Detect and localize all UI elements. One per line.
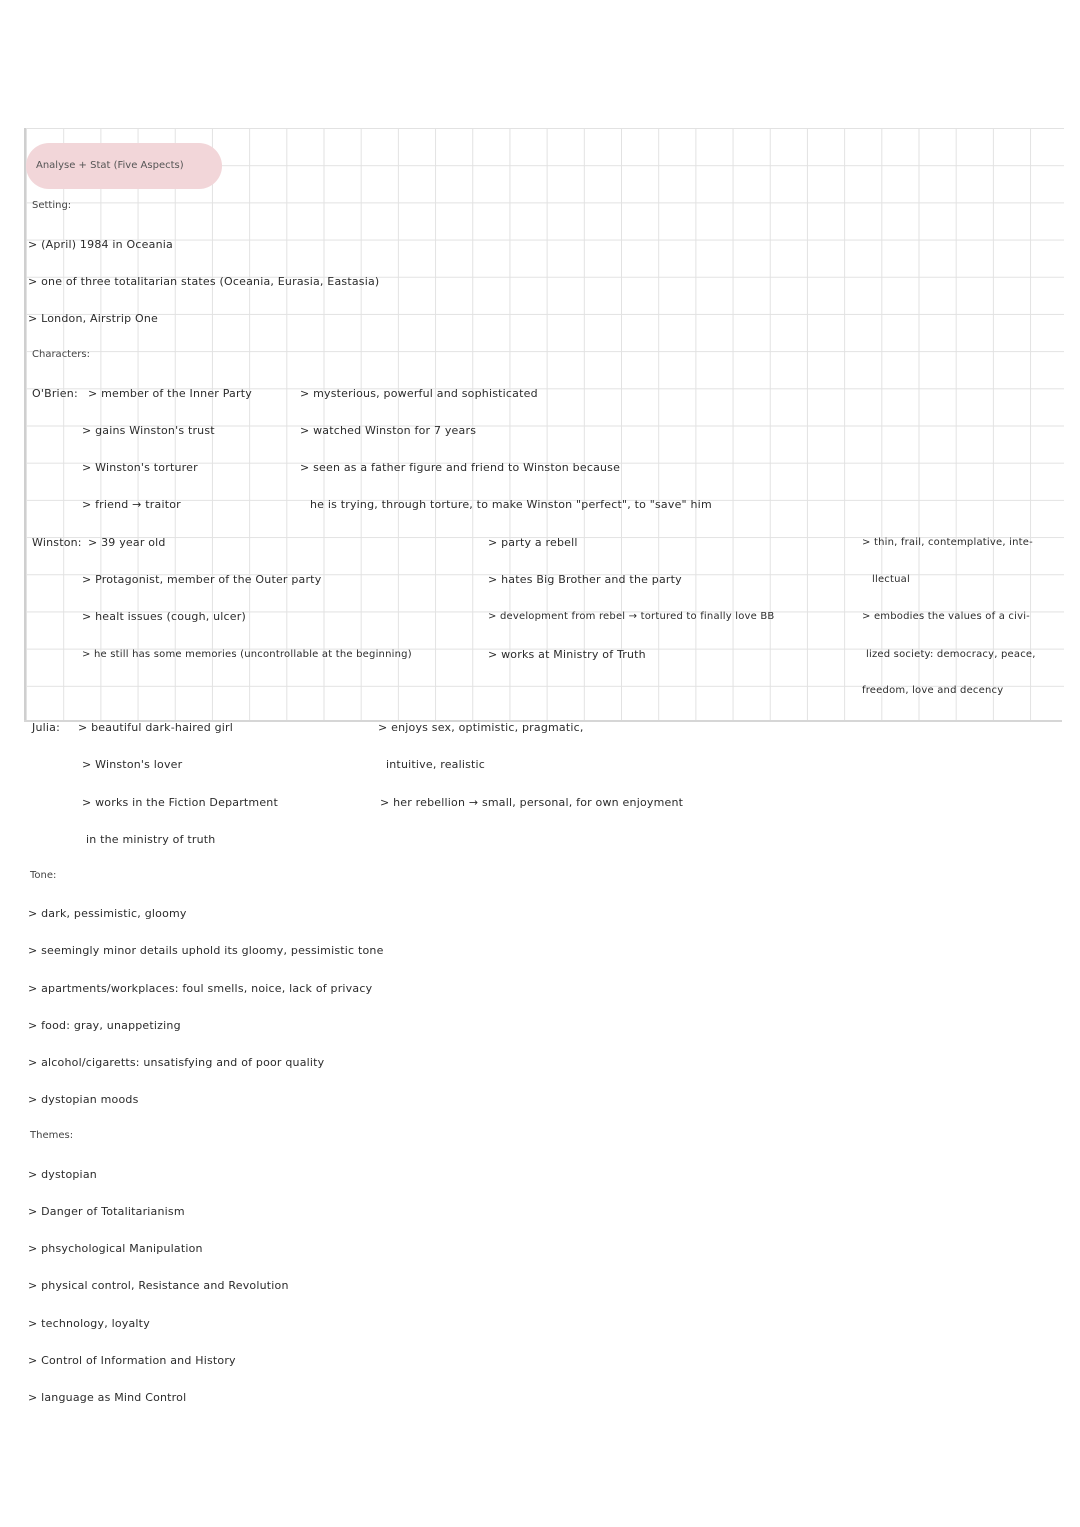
themes-line: > technology, loyalty — [28, 1317, 150, 1330]
julia-left-line: > beautiful dark-haired girl — [78, 721, 234, 734]
tone-line: > apartments/workplaces: foul smells, noice, lack of privacy — [28, 982, 373, 995]
obrien-left-line: > friend → traitor — [82, 498, 181, 511]
winston-mid-line: > hates Big Brother and the party — [488, 573, 682, 586]
obrien-right-line: he is trying, through torture, to make Winston "perfect", to "save" him — [310, 498, 712, 511]
themes-line: > Control of Information and History — [28, 1354, 236, 1367]
julia-left-line: > Winston's lover — [82, 758, 183, 771]
setting-line: > London, Airstrip One — [28, 312, 159, 325]
winston-right-line: lized society: democracy, peace, — [866, 649, 1036, 660]
page-title: Analyse + Stat (Five Aspects) — [36, 160, 184, 171]
tone-line: > dark, pessimistic, gloomy — [28, 907, 187, 920]
winston-right-line: freedom, love and decency — [862, 685, 1004, 696]
winston-mid-line: > development from rebel → tortured to finally love BB — [488, 611, 775, 622]
setting-line: > (April) 1984 in Oceania — [28, 238, 173, 251]
julia-left-line: in the ministry of truth — [86, 833, 216, 846]
winston-left-line: > 39 year old — [88, 536, 166, 549]
tone-line: > dystopian moods — [28, 1093, 139, 1106]
tone-line: > alcohol/cigaretts: unsatisfying and of poor quality — [28, 1056, 325, 1069]
winston-mid-line: > works at Ministry of Truth — [488, 648, 646, 661]
tone-heading: Tone: — [30, 870, 57, 881]
obrien-left-line: > member of the Inner Party — [88, 387, 252, 400]
themes-line: > phsychological Manipulation — [28, 1242, 203, 1255]
winston-mid-line: > party a rebell — [488, 536, 578, 549]
obrien-right-line: > seen as a father figure and friend to Winston because — [300, 461, 621, 474]
julia-left-line: > works in the Fiction Department — [82, 796, 278, 809]
themes-heading: Themes: — [30, 1130, 74, 1141]
obrien-left-line: > gains Winston's trust — [82, 424, 215, 437]
setting-line: > one of three totalitarian states (Oceania, Eurasia, Eastasia) — [28, 275, 380, 288]
winston-right-line: > thin, frail, contemplative, inte- — [862, 537, 1033, 548]
tone-line: > seemingly minor details uphold its gloomy, pessimistic tone — [28, 944, 384, 957]
obrien-left-line: > Winston's torturer — [82, 461, 198, 474]
characters-heading: Characters: — [32, 349, 90, 360]
setting-heading: Setting: — [32, 200, 72, 211]
winston-left-line: > healt issues (cough, ulcer) — [82, 610, 246, 623]
themes-line: > Danger of Totalitarianism — [28, 1205, 185, 1218]
obrien-right-line: > mysterious, powerful and sophisticated — [300, 387, 538, 400]
julia-name: Julia: — [32, 721, 60, 734]
winston-left-line: > Protagonist, member of the Outer party — [82, 573, 322, 586]
obrien-name: O'Brien: — [32, 387, 78, 400]
themes-line: > dystopian — [28, 1168, 97, 1181]
themes-line: > physical control, Resistance and Revolution — [28, 1279, 289, 1292]
julia-right-line: intuitive, realistic — [386, 758, 486, 771]
winston-left-line: > he still has some memories (uncontrollable at the beginning) — [82, 649, 412, 660]
obrien-right-line: > watched Winston for 7 years — [300, 424, 477, 437]
themes-line: > language as Mind Control — [28, 1391, 187, 1404]
winston-name: Winston: — [32, 536, 82, 549]
julia-right-line: > enjoys sex, optimistic, pragmatic, — [378, 721, 584, 734]
tone-line: > food: gray, unappetizing — [28, 1019, 181, 1032]
winston-right-line: llectual — [872, 574, 910, 585]
winston-right-line: > embodies the values of a civi- — [862, 611, 1030, 622]
julia-right-line: > her rebellion → small, personal, for own enjoyment — [380, 796, 684, 809]
